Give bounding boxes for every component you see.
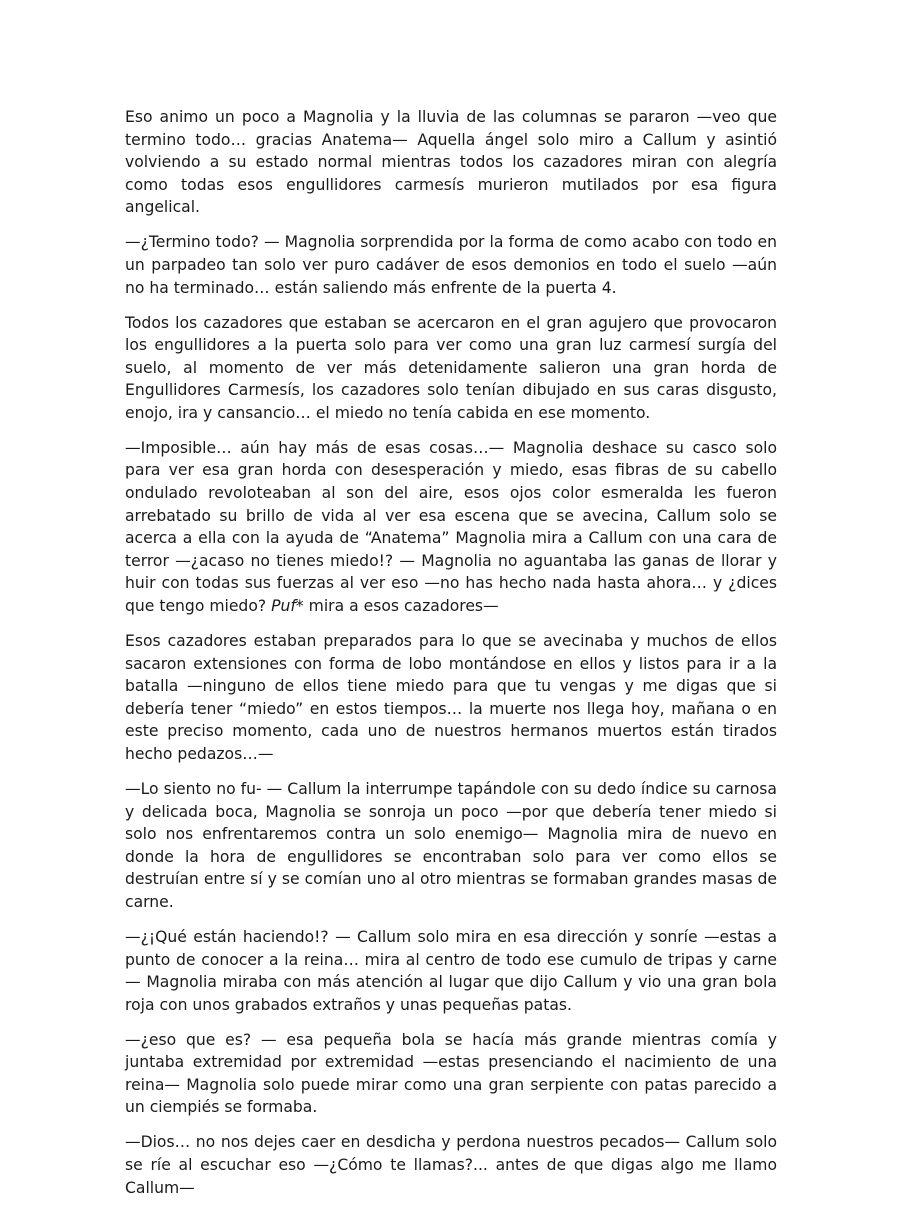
paragraph-2: —¿Termino todo? — Magnolia sorprendida por la forma de como acabo con todo en un parpadeo tan solo ver puro cadáver de esos demonios en todo el suelo —aún no ha terminado… están saliendo más enfrente de la puerta 4. <box>125 233 777 297</box>
paragraph-4-italic: Puf* <box>271 597 304 616</box>
paragraph-3: Todos los cazadores que estaban se acercaron en el gran agujero que provocaron los engullidores a la puerta solo para ver como una gran luz carmesí surgía del suelo, al momento de ver más detenidamente salieron una gran horda de Engullidores Carmesís, los cazadores solo tenían dibujado en sus caras disgusto, enojo, ira y cansancio… el miedo no tenía cabida en ese momento. <box>125 313 777 422</box>
paragraph-5: Esos cazadores estaban preparados para lo que se avecinaba y muchos de ellos sacaron extensiones con forma de lobo montándose en ellos y listos para ir a la batalla —ninguno de ellos tiene miedo para que tu vengas y me digas que si debería tener “miedo” en estos tiempos… la muerte nos llega hoy, mañana o en este preciso momento, cada uno de nuestros hermanos muertos están tirados hecho pedazos…— <box>125 632 777 763</box>
paragraph-6: —Lo siento no fu- — Callum la interrumpe tapándole con su dedo índice su carnosa y delicada boca, Magnolia se sonroja un poco —por que debería tener miedo si solo nos enfrentaremos contra un solo enemigo— Magnolia mira de nuevo en donde la hora de engullidores se encontraban solo para ver como ellos se destruían entre sí y se comían uno al otro mientras se formaban grandes masas de carne. <box>125 779 777 911</box>
document-page <box>125 106 777 1212</box>
paragraph-9: —Dios… no nos dejes caer en desdicha y perdona nuestros pecados— Callum solo se ríe al escuchar eso —¿Cómo te llamas?... antes de que digas algo me llamo Callum— <box>125 1133 777 1197</box>
paragraph-4-text: —Imposible… aún hay más de esas cosas…— Magnolia deshace su casco solo para ver esa gran horda con desesperación y miedo, esas fibras de su cabello ondulado revoloteaban al son del aire, esos ojos color esmeralda les fueron arrebatado su brillo de vida al ver esa escena que se avecina, Callum solo se acerca a ella con la ayuda de “Anatema” Magnolia mira a Callum con una cara de terror —¿acaso no tienes miedo!? — Magnolia no aguantaba las ganas de llorar y huir con todas sus fuerzas al ver eso —no has hecho nada hasta ahora… y ¿dices que tengo miedo? <box>125 438 777 616</box>
paragraph-8: —¿eso que es? — esa pequeña bola se hacía más grande mientras comía y juntaba extremidad por extremidad —estas presenciando el nacimiento de una reina— Magnolia solo puede mirar como una gran serpiente con patas parecido a un ciempiés se formaba. <box>125 1030 777 1117</box>
paragraph-4-text-end: mira a esos cazadores— <box>303 597 499 616</box>
paragraph-7: —¿¡Qué están haciendo!? — Callum solo mira en esa dirección y sonríe —estas a punto de conocer a la reina… mira al centro de todo ese cumulo de tripas y carne— Magnolia miraba con más atención al lugar que dijo Callum y vio una gran bola roja con unos grabados extraños y unas pequeñas patas. <box>125 927 777 1014</box>
paragraph-4 <box>125 437 777 618</box>
paragraph-1: Eso animo un poco a Magnolia y la lluvia de las columnas se pararon —veo que termino todo… gracias Anatema— Aquella ángel solo miro a Callum y asintió volviendo a su estado normal mientras todos los cazadores miran con alegría como todas esos engullidores carmesís murieron mutilados por esa figura angelical. <box>125 108 777 217</box>
